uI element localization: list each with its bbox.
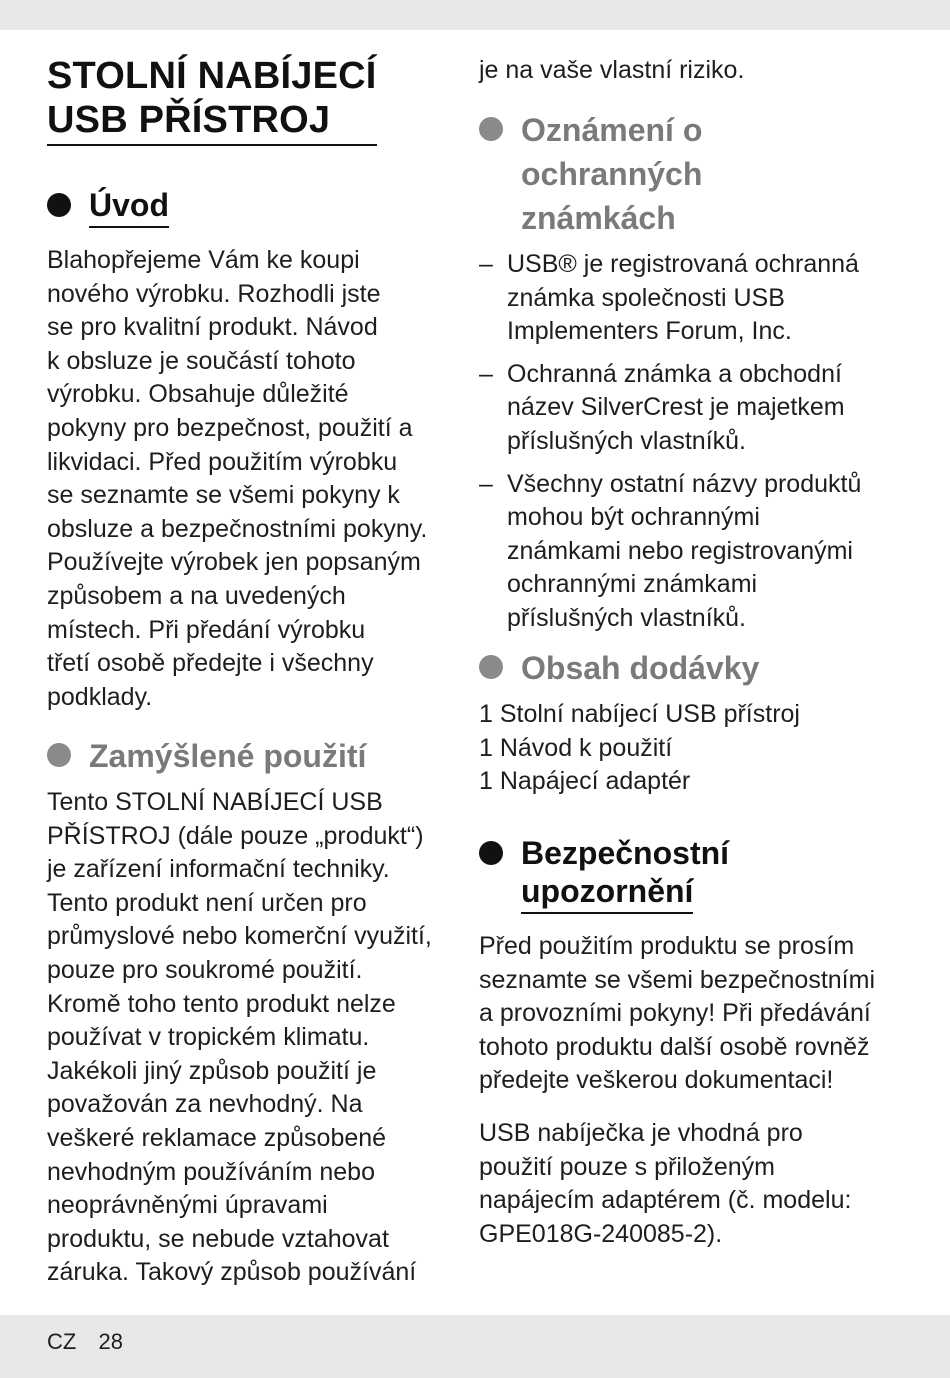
safety-heading-line-1: Bezpečnostní <box>521 835 730 871</box>
trademark-heading-text: Oznámení o ochranných známkách <box>521 112 703 236</box>
intro-paragraph: Blahopřejeme Vám ke koupi nového výrobku. Rozhodli jste se pro kvalitní produkt. Návod k obsluze je součástí tohoto výrobku. Obsahuje důležité pokyny pro bezpečnost, použití a likvidaci. Před použitím výrobku se seznamte se všemi pokyny k obsluze a bezpečnostními pokyny. Používejte výrobek jen popsaným způsobem a na uvedených místech. Při předání výrobku třetí osobě předejte i všechny podklady. <box>47 246 428 711</box>
safety-heading-text <box>521 834 729 914</box>
contents-heading-text: Obsah dodávky <box>521 650 760 686</box>
list-dash: – <box>479 250 493 278</box>
safety-paragraph-1: Před použitím produktu se prosím seznamte se všemi bezpečnostními a provozními pokyny! Při předávání tohoto produktu další osobě rovněž předejte veškerou dokumentaci! <box>479 932 876 1095</box>
list-dash: – <box>479 469 493 498</box>
page-title-line-1: STOLNÍ NABÍJECÍ <box>47 55 377 97</box>
bullet-dot-icon <box>47 743 71 767</box>
list-item <box>479 358 889 459</box>
list-item-text: USB® je registrovaná ochranná známka společnosti USB Implementers Forum, Inc. <box>507 250 859 346</box>
bullet-dot-icon <box>47 193 71 217</box>
trademark-heading <box>479 108 702 240</box>
trademark-list <box>479 248 889 645</box>
page-title-line-2: USB PŘÍSTROJ <box>47 99 331 141</box>
contents-list: 1 Stolní nabíjecí USB přístroj 1 Návod k použití 1 Napájecí adaptér <box>479 700 800 796</box>
list-item-text: Všechny ostatní názvy produktů mohou být ochrannými známkami nebo registrovanými ochrannými známkami příslušných vlastníků. <box>507 469 862 632</box>
list-item-text: Ochranná známka a obchodní název SilverCrest je majetkem příslušných vlastníků. <box>507 359 845 455</box>
intended-use-paragraph: Tento STOLNÍ NABÍJECÍ USB PŘÍSTROJ (dále pouze „produkt“) je zařízení informační techniky. Tento produkt není určen pro průmyslové nebo komerční využití, pouze pro soukromé použití. Kromě toho tento produkt nelze používat v tropickém klimatu. Jakékoli jiný způsob použití je považován za nevhodný. Na veškeré reklamace způsobené nevhodným používáním nebo neoprávněnými úpravami produktu, se nebude vztahovat záruka. Takový způsob používání <box>47 788 432 1287</box>
intro-heading-text: Úvod <box>89 186 169 228</box>
intro-heading <box>47 186 169 228</box>
bullet-dot-icon <box>479 117 503 141</box>
list-item <box>479 468 889 636</box>
page-footer <box>47 1329 139 1355</box>
safety-paragraph-2: USB nabíječka je vhodná pro použití pouze s přiloženým napájecím adaptérem (č. modelu: GPE018G-240085-2). <box>479 1119 852 1248</box>
footer-language: CZ <box>47 1329 77 1354</box>
list-item <box>479 248 889 349</box>
bullet-dot-icon <box>479 841 503 865</box>
continuation-text: je na vaše vlastní riziko. <box>479 56 745 84</box>
footer-page-number: 28 <box>98 1329 123 1354</box>
bullet-dot-icon <box>479 655 503 679</box>
list-dash: – <box>479 359 493 388</box>
bottom-band <box>0 1315 950 1378</box>
intended-use-heading-text: Zamýšlené použití <box>89 738 367 774</box>
safety-heading <box>479 834 729 914</box>
contents-heading <box>479 646 759 690</box>
safety-heading-line-2: upozornění <box>521 872 693 914</box>
top-band <box>0 0 950 30</box>
intended-use-heading <box>47 734 366 778</box>
page-title <box>47 54 377 146</box>
